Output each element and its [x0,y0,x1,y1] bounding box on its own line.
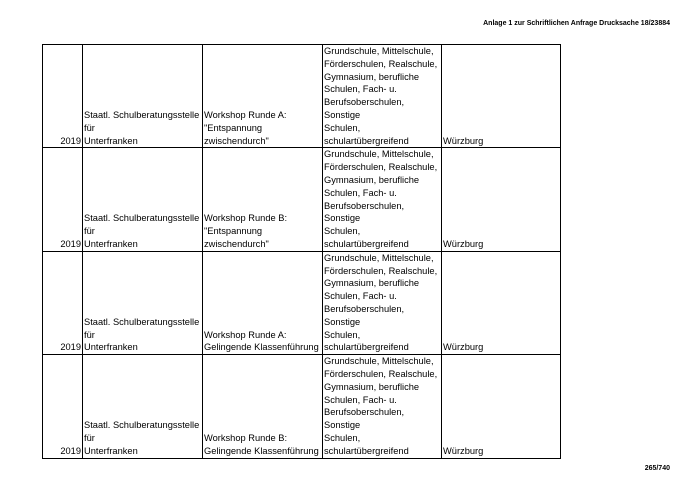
location-cell: Würzburg [442,148,561,251]
year-cell: 2019 [43,355,83,458]
table-row [43,251,561,354]
events-table [42,44,561,459]
title-cell: Workshop Runde B: Gelingende Klassenführung [203,355,323,458]
table-row [43,148,561,251]
year-cell: 2019 [43,148,83,251]
title-cell: Workshop Runde A: "Entspannung zwischendurch" [203,45,323,148]
schools-cell: Grundschule, Mittelschule, Förderschulen, Realschule, Gymnasium, berufliche Schulen, Fach- u. Berufsoberschulen, Sonstige Schulen, schulartübergreifend [323,251,442,354]
institution-cell: Staatl. Schulberatungsstelle für Unterfranken [83,148,203,251]
location-cell: Würzburg [442,45,561,148]
location-cell: Würzburg [442,251,561,354]
location-cell: Würzburg [442,355,561,458]
year-cell: 2019 [43,251,83,354]
institution-cell: Staatl. Schulberatungsstelle für Unterfranken [83,355,203,458]
schools-cell: Grundschule, Mittelschule, Förderschulen, Realschule, Gymnasium, berufliche Schulen, Fach- u. Berufsoberschulen, Sonstige Schulen, schulartübergreifend [323,355,442,458]
page-number: 265/740 [644,465,670,472]
document-header: Anlage 1 zur Schriftlichen Anfrage Drucksache 18/23884 [483,20,670,27]
institution-cell: Staatl. Schulberatungsstelle für Unterfranken [83,251,203,354]
table-row [43,355,561,458]
institution-cell: Staatl. Schulberatungsstelle für Unterfranken [83,45,203,148]
title-cell: Workshop Runde A: Gelingende Klassenführung [203,251,323,354]
schools-cell: Grundschule, Mittelschule, Förderschulen, Realschule, Gymnasium, berufliche Schulen, Fach- u. Berufsoberschulen, Sonstige Schulen, schulartübergreifend [323,45,442,148]
title-cell: Workshop Runde B: "Entspannung zwischendurch" [203,148,323,251]
year-cell: 2019 [43,45,83,148]
table-row [43,45,561,148]
schools-cell: Grundschule, Mittelschule, Förderschulen, Realschule, Gymnasium, berufliche Schulen, Fach- u. Berufsoberschulen, Sonstige Schulen, schulartübergreifend [323,148,442,251]
